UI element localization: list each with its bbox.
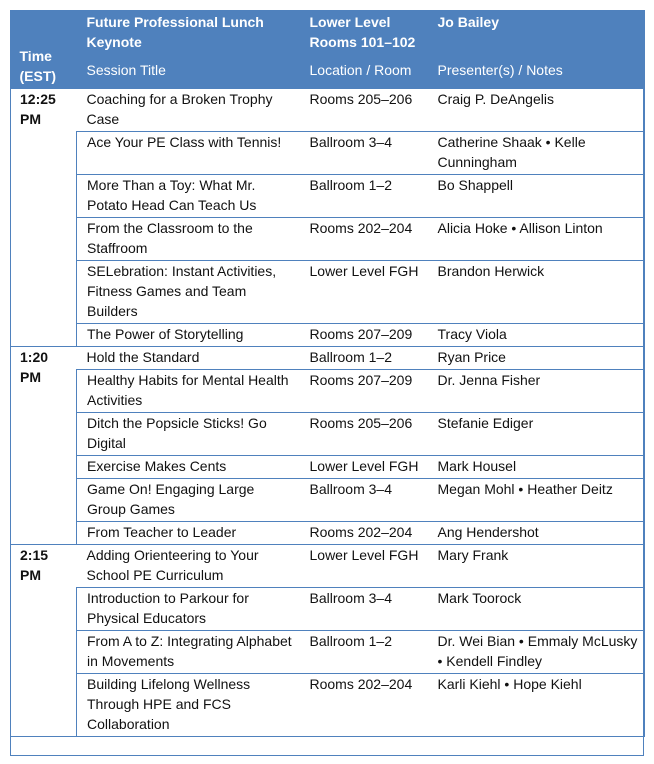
session-room: Rooms 202–204 — [300, 522, 428, 545]
session-room: Rooms 205–206 — [300, 413, 428, 456]
table-row — [11, 324, 645, 347]
table-header — [11, 10, 645, 89]
table-row — [11, 261, 645, 324]
table-row — [11, 347, 645, 370]
session-presenter: Dr. Jenna Fisher — [428, 370, 645, 413]
table-row — [11, 413, 645, 456]
session-presenter: Tracy Viola — [428, 324, 645, 347]
session-presenter: Mary Frank — [428, 545, 645, 588]
keynote-location: Lower Level Rooms 101–102 — [309, 14, 416, 50]
session-presenter: Brandon Herwick — [428, 261, 645, 324]
session-room: Rooms 207–209 — [300, 324, 428, 347]
presenter-column-header: Presenter(s) / Notes — [437, 62, 563, 78]
session-title: From the Classroom to the Staffroom — [77, 218, 300, 261]
session-presenter: Craig P. DeAngelis — [428, 89, 645, 132]
table-row — [11, 631, 645, 674]
session-room: Lower Level FGH — [300, 545, 428, 588]
time-slot: 2:15 PM — [11, 545, 77, 737]
session-title: Coaching for a Broken Trophy Case — [77, 89, 300, 132]
session-presenter: Bo Shappell — [428, 175, 645, 218]
session-presenter: Megan Mohl • Heather Deitz — [428, 479, 645, 522]
session-title: Healthy Habits for Mental Health Activities — [77, 370, 300, 413]
time-column-header: Time (EST) — [19, 48, 57, 84]
session-title: Exercise Makes Cents — [77, 456, 300, 479]
table-row — [11, 674, 645, 737]
session-room: Ballroom 3–4 — [300, 132, 428, 175]
session-title: From A to Z: Integrating Alphabet in Movements — [77, 631, 300, 674]
session-title: Game On! Engaging Large Group Games — [77, 479, 300, 522]
keynote-title: Future Professional Lunch Keynote — [86, 14, 264, 50]
session-room: Ballroom 1–2 — [300, 631, 428, 674]
time-slot: 12:25 PM — [11, 89, 77, 347]
table-row — [11, 588, 645, 631]
session-presenter: Catherine Shaak • Kelle Cunningham — [428, 132, 645, 175]
table-row — [11, 132, 645, 175]
session-presenter: Mark Housel — [428, 456, 645, 479]
session-room: Rooms 205–206 — [300, 89, 428, 132]
session-room: Rooms 202–204 — [300, 218, 428, 261]
table-row — [11, 479, 645, 522]
session-presenter: Mark Toorock — [428, 588, 645, 631]
table-row — [11, 175, 645, 218]
table-row — [11, 456, 645, 479]
sessions-body — [11, 89, 645, 737]
table-row — [11, 370, 645, 413]
session-room: Ballroom 3–4 — [300, 479, 428, 522]
table-row — [11, 545, 645, 588]
session-room: Rooms 202–204 — [300, 674, 428, 737]
session-presenter: Stefanie Ediger — [428, 413, 645, 456]
session-title: Introduction to Parkour for Physical Educators — [77, 588, 300, 631]
location-column-header: Location / Room — [309, 62, 412, 78]
session-title: Adding Orienteering to Your School PE Curriculum — [77, 545, 300, 588]
session-title: Building Lifelong Wellness Through HPE and FCS Collaboration — [77, 674, 300, 737]
session-room: Ballroom 3–4 — [300, 588, 428, 631]
session-column-header: Session Title — [86, 62, 166, 78]
session-title: More Than a Toy: What Mr. Potato Head Can Teach Us — [77, 175, 300, 218]
session-title: Ace Your PE Class with Tennis! — [77, 132, 300, 175]
session-presenter: Ang Hendershot — [428, 522, 645, 545]
session-room: Lower Level FGH — [300, 456, 428, 479]
session-room: Lower Level FGH — [300, 261, 428, 324]
session-presenter: Karli Kiehl • Hope Kiehl — [428, 674, 645, 737]
column-headers — [11, 54, 645, 89]
schedule-table — [10, 10, 645, 737]
session-presenter: Dr. Wei Bian • Emmaly McLusky • Kendell Findley — [428, 631, 645, 674]
session-title: From Teacher to Leader — [77, 522, 300, 545]
session-title: The Power of Storytelling — [77, 324, 300, 347]
time-slot: 1:20 PM — [11, 347, 77, 545]
session-room: Ballroom 1–2 — [300, 347, 428, 370]
session-presenter: Ryan Price — [428, 347, 645, 370]
session-title: Ditch the Popsicle Sticks! Go Digital — [77, 413, 300, 456]
keynote-presenter: Jo Bailey — [437, 14, 499, 30]
session-title: SELebration: Instant Activities, Fitness Games and Team Builders — [77, 261, 300, 324]
table-row — [11, 89, 645, 132]
session-title: Hold the Standard — [77, 347, 300, 370]
table-row — [11, 218, 645, 261]
session-room: Ballroom 1–2 — [300, 175, 428, 218]
keynote-row — [11, 10, 645, 54]
session-presenter: Alicia Hoke • Allison Linton — [428, 218, 645, 261]
session-room: Rooms 207–209 — [300, 370, 428, 413]
table-row — [11, 522, 645, 545]
